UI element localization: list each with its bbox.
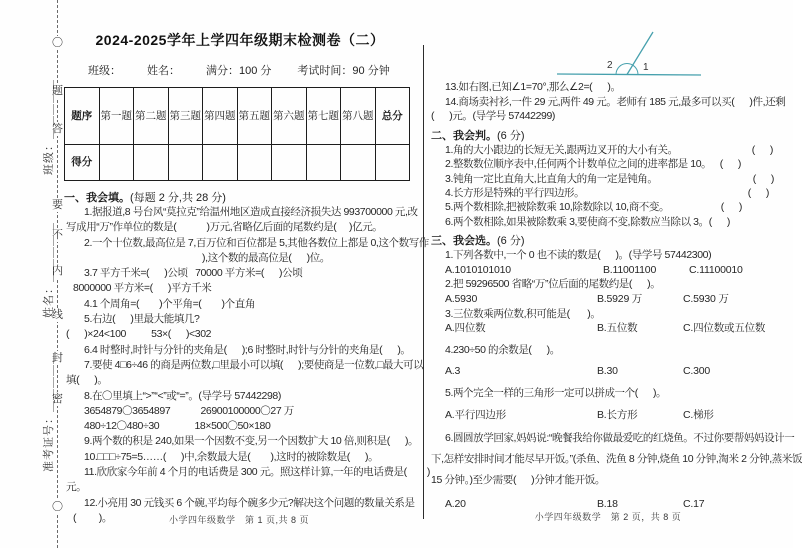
- exam-time: 考试时间：90 分钟: [297, 65, 390, 77]
- fill-line: ( )×24<100 53×( )<302: [66, 328, 212, 341]
- option-b: B.18: [597, 498, 618, 511]
- answer-bracket: ( ): [747, 187, 769, 199]
- margin-class-field: 班级：＿＿＿＿＿: [43, 79, 55, 175]
- angle-diagram-svg: [549, 24, 709, 82]
- score-col: 第七题: [306, 88, 341, 145]
- section-2-header: 二、我会判。(6 分): [431, 129, 525, 142]
- fill-line: 11.欣欣家今年前 4 个月的电话费是 300 元。照这样计算,一年的电话费是( ): [84, 466, 430, 479]
- option-b: B.5929 万: [597, 293, 643, 305]
- score-cell: [237, 145, 272, 181]
- page-title: 2024-2025学年上学四年级期末检测卷（二）: [95, 32, 385, 48]
- score-cell: [375, 145, 410, 181]
- score-col: 第五题: [237, 88, 272, 145]
- fill-line: 8.在〇里填上“>”“<”或“=”。(导学号 57442298): [84, 389, 281, 402]
- fill-line: 写成用“万”作单位的数是( )万元,省略亿后面的尾数约是( )亿元。: [66, 221, 383, 234]
- fill-line: 1.据报道,8 号台风“莫拉克”给温州地区造成直接经济损失达 993700000 元,改: [84, 206, 418, 218]
- score-col: 第三题: [168, 88, 203, 145]
- name-blank: 姓名：: [147, 65, 180, 77]
- option-a: A.3: [445, 365, 461, 378]
- class-blank: 班级：: [88, 65, 121, 77]
- footer-page-1: 小学四年级数学 第 1 页,共 8 页: [168, 515, 309, 525]
- option-b: B.30: [597, 365, 618, 378]
- answer-bracket: ( ): [720, 201, 742, 214]
- section-3-header: 三、我会选。(6 分): [431, 235, 525, 248]
- fill-line: 填( )。: [66, 374, 108, 387]
- seal-char: 内: [49, 264, 66, 278]
- choice-stem3: 15 分钟。)至少需要( )分钟才能开饭。: [431, 474, 605, 487]
- full-score: 满分：100 分: [206, 65, 272, 77]
- option-a: A.四位数: [445, 322, 486, 335]
- choice-stem: 2.把 59296500 省略“万”位后面的尾数约是( )。: [445, 278, 661, 291]
- fill-line: 9.两个数的积是 240,如果一个因数不变,另一个因数扩大 10 倍,则积是( )。: [84, 435, 419, 448]
- fill-line: ),这个数的最高位是( )位。: [202, 251, 330, 264]
- q14-line: 14.商场卖衬衫,一件 29 元,两件 49 元。老师有 185 元,最多可以买( )件,还剩: [445, 95, 786, 108]
- choice-stem: 6.圆圆放学回家,妈妈说:“晚餐我给你做最爱吃的红烧鱼。不过你要帮妈妈设计一: [445, 432, 795, 445]
- section-1-header: 一、我会填。(每题 2 分,共 28 分): [64, 192, 226, 204]
- option-c: C.17: [683, 498, 705, 511]
- choice-options: [431, 364, 787, 379]
- score-cell: [168, 145, 203, 181]
- seal-circle-bottom: 〇: [49, 500, 66, 514]
- choice-stem: 3.三位数乘两位数,积可能是( )。: [445, 307, 601, 320]
- exam-info-row: [88, 62, 416, 78]
- margin-name-field: 姓名：＿＿＿＿＿: [43, 222, 55, 318]
- fill-line: 12.小亮用 30 元钱买 6 个碗,平均每个碗多少元?解决这个问题的数量关系是: [84, 496, 415, 509]
- choice-options: [431, 408, 787, 423]
- judge-item: 4.长方形是特殊的平行四边形。 ( ): [445, 187, 769, 199]
- seal-char: 封: [49, 351, 66, 365]
- q14-line2: ( )元。(导学号 57442299): [431, 110, 556, 123]
- score-col: 第六题: [272, 88, 307, 145]
- option-a: A.平行四边形: [445, 408, 507, 421]
- option-c: C.300: [683, 365, 711, 378]
- score-col: 第二题: [134, 88, 169, 145]
- option-b: B.长方形: [597, 408, 638, 421]
- seal-char: 不: [49, 228, 66, 242]
- seal-char: 要: [49, 198, 66, 212]
- option-c: C.四位数或五位数: [683, 322, 766, 335]
- seal-char: 线: [49, 308, 66, 322]
- answer-bracket: ( ): [719, 158, 741, 171]
- fill-line: 5.右边( )里最大能填几?: [84, 313, 200, 326]
- answer-bracket: ( ): [751, 143, 773, 156]
- q13-line: 13.如右图,已知∠1=70°,那么∠2=( )。: [445, 81, 621, 93]
- judge-item: 2.整数数位顺序表中,任何两个计数单位之间的进率都是 10。 ( ): [445, 158, 741, 171]
- score-table-corner: 题序: [65, 88, 100, 145]
- seal-char: 答: [49, 122, 66, 136]
- seal-char: 密: [49, 392, 66, 406]
- choice-options: [431, 321, 787, 336]
- judge-item: 6.两个数相除,如果被除数乘 3,要使商不变,除数应当除以 3。 ( ): [445, 215, 731, 228]
- fill-line: ( )。: [73, 511, 112, 524]
- score-col: 第一题: [99, 88, 134, 145]
- score-col: 第八题: [341, 88, 376, 145]
- option-c: C.梯形: [683, 408, 714, 421]
- choice-options: [431, 263, 787, 278]
- fill-line: 7.要使 4□6÷46 的商是两位数,□里最小可以填( );要使商是一位数,□最大可以: [84, 358, 424, 371]
- choice-stem: 1.下列各数中,一个 0 也不读的数是( )。(导学号 57442300): [445, 249, 712, 262]
- answer-bracket: ( ): [752, 172, 774, 185]
- score-cell: [306, 145, 341, 181]
- option-c: C.11100010: [689, 263, 743, 276]
- choice-stem2: 下,怎样安排时间才能尽早开饭。”(杀鱼、洗鱼 8 分钟,烧鱼 10 分钟,淘米 2 分钟,蒸米饭: [431, 453, 802, 466]
- choice-options: [431, 292, 787, 307]
- choice-stem: 4.230÷50 的余数是( )。: [445, 343, 560, 356]
- score-total-col: 总分: [375, 88, 410, 145]
- option-a: A.20: [445, 498, 466, 511]
- page-2: [431, 22, 802, 512]
- fill-line: 3654879〇3654897 26900100000〇27 万: [84, 404, 294, 417]
- judge-item: 3.钝角一定比直角大,比直角大的角一定是钝角。 ( ): [445, 172, 774, 185]
- judge-item: 1.角的大小跟边的长短无关,跟两边叉开的大小有关。 ( ): [445, 143, 773, 156]
- fill-line: 10.□□□÷75=5……( )中,余数最大是( ),这时的被除数是( )。: [84, 450, 379, 463]
- score-table: [64, 87, 410, 181]
- fill-line: 元。: [66, 481, 87, 494]
- answer-bracket: ( ): [708, 215, 731, 228]
- option-a: A.1010101010: [445, 263, 511, 276]
- choice-stem: 5.两个完全一样的三角形一定可以拼成一个( )。: [445, 386, 667, 399]
- score-cell: [272, 145, 307, 181]
- score-cell: [134, 145, 169, 181]
- score-row-label: 得分: [65, 145, 100, 181]
- fill-line: 8000000 平方米=( )平方千米: [73, 282, 212, 295]
- footer-page-2: 小学四年级数学 第 2 页，共 8 页: [534, 512, 682, 522]
- score-cell: [99, 145, 134, 181]
- option-b: B.11001100: [603, 263, 657, 276]
- judge-item: 5.两个数相除,把被除数乘 10,除数除以 10,商不变。 ( ): [445, 201, 742, 214]
- fill-line: 2.一个十位数,最高位是 7,百万位和百位都是 5,其他各数位上都是 0,这个数写作: [84, 236, 429, 249]
- score-cell: [341, 145, 376, 181]
- angle-1-label: 1: [643, 62, 649, 73]
- margin-ticket-field: 准考证号：＿＿＿＿＿: [43, 352, 55, 472]
- seal-circle-top: 〇: [49, 36, 66, 50]
- fill-line: 6.4 时整时,时针与分针的夹角是( );6 时整时,时针与分针的夹角是( )。: [84, 343, 411, 356]
- page-divider: [423, 45, 424, 519]
- angle-figure: [431, 22, 787, 80]
- score-col: 第四题: [203, 88, 238, 145]
- option-b: B.五位数: [597, 322, 638, 335]
- option-a: A.5930: [445, 293, 478, 305]
- score-cell: [203, 145, 238, 181]
- angle-2-label: 2: [607, 60, 613, 71]
- fill-line: 4.1 个周角=( )个平角=( )个直角: [84, 297, 255, 310]
- option-c: C.5930 万: [683, 293, 729, 305]
- fill-line: 3.7 平方千米=( )公顷 70000 平方米=( )公顷: [84, 267, 303, 280]
- fill-line: 480÷12〇480÷30 18×500〇50×180: [84, 420, 271, 433]
- seal-char: 题: [49, 84, 66, 98]
